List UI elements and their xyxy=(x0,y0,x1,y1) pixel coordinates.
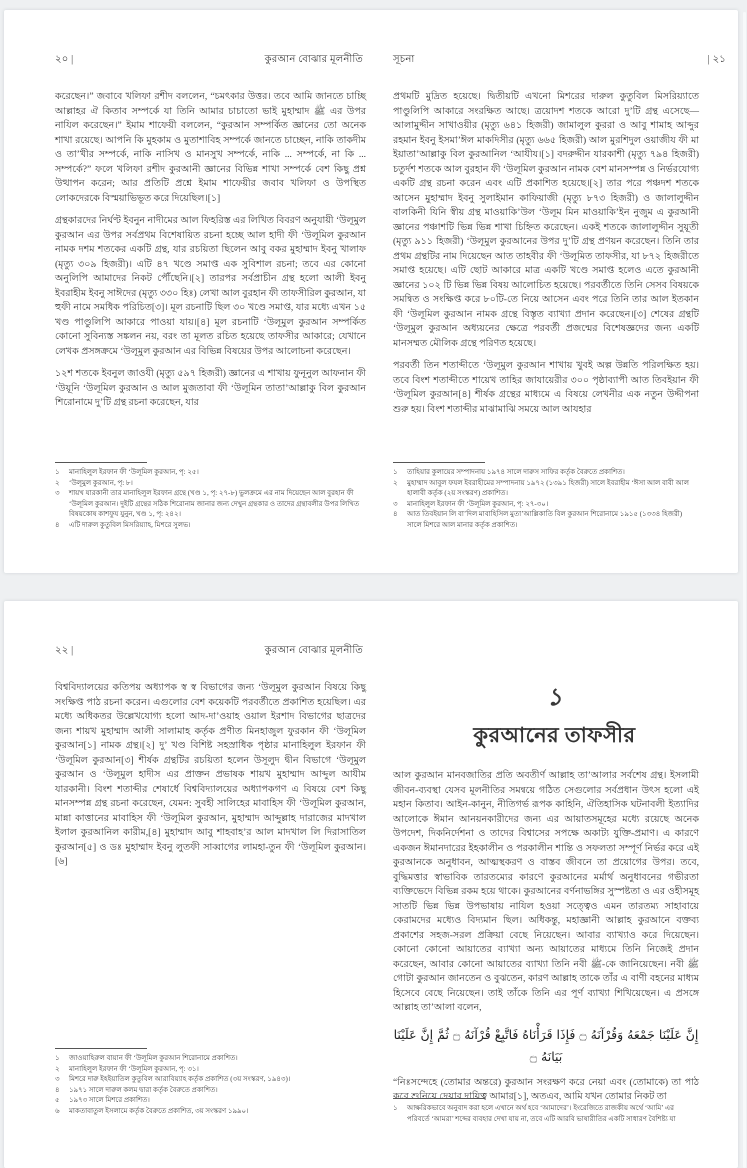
spread-pages-20-21[interactable] xyxy=(4,10,738,573)
footnote-item xyxy=(55,467,360,478)
footnote-number: ৫ xyxy=(55,1096,60,1104)
footnote-item xyxy=(393,478,693,499)
footnote-item xyxy=(55,488,360,520)
running-head: কুরআন বোঝার মূলনীতি xyxy=(264,645,363,656)
footnote-number: ১ xyxy=(55,1054,60,1062)
next-page-edge xyxy=(743,12,746,1168)
footnote-item xyxy=(55,478,360,489)
footnote-text: তাহিয়ার কুলায়ের সম্পাদনায় ১৯৭৪ সালে দারুস সাফির কর্তৃক বৈরুতে প্রকাশিত। xyxy=(407,468,625,476)
footnote-item xyxy=(55,520,360,531)
footnote-text: আত তিবইয়ান লি বা’দিল মাবাহিসিল মুতা’আল্লিকাতি বিল কুরআন শিরোনামে ১৯১৫ (১৩৩৪ হিজরী) সালে মিশরে আল মানার কর্তৃক প্রকাশিত। xyxy=(407,510,683,529)
page-header xyxy=(55,52,363,69)
body-paragraph: বিশ্ববিদ্যালয়ের কতিপয় অধ্যাপক স্ব স্ব বিভাগের জন্য ‘উলূমুল কুরআন বিষয়ে কিছু সংক্ষিপ্ত পাঠ রচনা করেন। এগুলোর বেশ কয়েকটি পরবর্তীতে প্রকাশিত হয়েছিল। এর মধ্যে অধিকতর উল্লেখযোগ্য হলো আদ-দা’ওয়াহ ওয়াল ইরশাদ বিভাগের ছাত্রদের জন্য শায়খ মুহাম্মাদ আলী সালামাহ কর্তৃক প্রণীত মিনহাজুল ফুরকান ফী ‘উলূমিল কুরআন[১] নামক গ্রন্থ।[২] দু’ খণ্ড বিশিষ্ট সহস্রাধিক পৃষ্ঠার মানাহিলুল ইরফান ফী ‘উলূমিল কুরআন[৩] শীর্ষক গ্রন্থটির রচয়িতা হলেন উসূলুদ দ্বীন বিভাগে ‘উলূমুল কুরআন ও ‘উলূমুল হাদীস এর প্রাক্তন প্রভাষক শায়খ মুহাম্মাদ আব্দুল আযীম যারকানী। বিংশ শতাব্দীর শেষার্ধে বিশ্ববিদ্যালয়ের অধ্যাপকগণ এ বিষয়ে বেশ কিছু মানসম্পন্ন গ্রন্থ রচনা করেছেন, যেমন: সুবহী সালিহের মাবাহিস ফী ‘উলূমিল কুরআন, মান্না কাত্তানের মাবাহিস ফী ‘উলূমিল কুরআন, মুহাম্মাদ আব্দুল্লাহ দারাজের মাদখাল ইলাল কুরআনিল কারীম,[৪] মুহাম্মাদ আবু শাহবাহ’র আল মাদখাল লি দিরাসাতিল কুরআন[৫] ও ডঃ মুহাম্মাদ ইবনু লুতফী সাব্বাগের লামহা-তুন ফী ‘উলূমিল কুরআন।[৬] xyxy=(55,683,366,867)
footnote-divider xyxy=(55,1048,147,1049)
footnote-item xyxy=(55,1064,360,1075)
footnote-item xyxy=(393,467,693,478)
footnote-number: ১ xyxy=(393,468,398,476)
footnotes xyxy=(393,462,693,530)
footnote-text: মানাহিলুল ইরফান ফী ‘উলূমিল কুরআন, পৃ: ২৫। xyxy=(69,468,199,476)
footnote-item xyxy=(55,1095,360,1106)
footnote-text: মাকতাবাতুল ইসলামে কর্তৃক বৈরুতে প্রকাশিত, ৩য় সংস্করণ ১৯৯০। xyxy=(69,1106,249,1115)
body-paragraph: গ্রন্থকারদের নির্ঘণ্ট ইবনুন নাদীমের আল ফিহরিস্ত এর লিখিত বিবরণ অনুযায়ী ‘উলূমুল কুরআন এর উপর সর্বপ্রথম বিশেষায়িত রচনা হচ্ছে আল হাদী ফী ‘উলূমিল কুরআন নামক দশম শতকের একটি গ্রন্থ, যার রচয়িতা ছিলেন আবু বকর মুহাম্মাদ ইবনু খালাফ (মৃত্যু ৩০৯ হিজরী)। এটি ৪৭ খণ্ডে সমাপ্ত এক সুবিশাল রচনা; তবে এর কোনো অনুলিপি আমাদের নিকট পৌঁছেনি।[২] তারপর সর্বপ্রাচীন গ্রন্থ হলো আলী ইবনু ইবরাহীম ইবনু সাঈদের (মৃত্যু ৩৩০ হিঃ) লেখা আল বুরহান ফী তাফসীরিল কুরআন, যা হুফী নামে সমধিক পরিচিত[৩]। মূল রচনাটি ছিল ৩০ খণ্ডে সমাপ্ত, যার মধ্যে এখন ১৫ খণ্ড পাণ্ডুলিপি আকারে পাওয়া যায়।[৪] মূল রচনাটি ‘উলূমুল কুরআন সম্পর্কিত কোনো সুবিন্যস্ত সঙ্কলন নয়, বরং তা মূলত রচিত হয়েছে তাফসীর আকারে; যেখানে লেখক প্রসঙ্গক্রমে ‘উলূমুল কুরআন এর বিভিন্ন বিষয়ের উপর আলোচনা করেছেন। xyxy=(55,216,366,357)
footnote-text: জাওয়াহিরুল বায়ান ফী ‘উলূমিল কুরআন শিরোনামে প্রকাশিত। xyxy=(69,1054,238,1062)
footnotes xyxy=(55,462,360,530)
body-paragraph: করেছেন।” জবাবে খলিফা রশীদ বললেন, “চমৎকার উত্তর। তবে আমি জানতে চাচ্ছি আল্লাহর ঐ কিতাব সম্পর্কে যা তিনি আমার চাচাতো ভাই মুহাম্মাদ ﷺ এর উপর নাযিল করেছেন।” ইমাম শাফেয়ী বললেন, “কুরআন সম্পর্কিত জ্ঞানের তো অনেক শাখা রয়েছে। আপনি কি মুহকাম ও মুতাশাবিহ সম্পর্কে জানতে চাচ্ছেন, নাকি তাকদীম ও তা’খীর সম্পর্কে, নাকি নাসিখ ও মানসুখ সম্পর্কে, নাকি ... সম্পর্কে, না কি ... সম্পর্কে?” ফলে খলিফা রশীদ কুরআনী জ্ঞানের বিভিন্ন শাখা সম্পর্কে বেশ কিছু প্রশ্ন উত্থাপন করেন; আর প্রতিটি প্রশ্নে ইমাম শাফেয়ীর জবাব খলিফা ও উপস্থিত লোকদেরকে বিস্ময়াভিভূত করে দিয়েছিল।[১] xyxy=(55,92,366,204)
body-paragraph: প্রথমটি মুদ্রিত হয়েছে। দ্বিতীয়টি এখনো মিশরের দারুল কুতুবিল মিসরিয়্যাতে পাণ্ডুলিপি আকারে সংরক্ষিত আছে। ত্রয়োদশ শতকে আরো দু’টি গ্রন্থ এসেছে— আলামুদ্দীন সাখাওয়ীর (মৃত্যু ৬৪১ হিজরী) জামালুল কুররা ও আবু শামাহ আব্দুর রহমান ইবনু ইসমা’ঈল মাকদিসীর (মৃত্যু ৬৬৫ হিজরী) আল মুরশিদুল ওয়াজীয ফী মা ইয়াতা’আল্লাকু বিল কুরআনিল ‘আযীয।[১] বদরুদ্দীন যারকাশী (মৃত্যু ৭৯৪ হিজরী) চতুর্দশ শতকে আল বুরহান ফী ‘উলূমিল কুরআন নামক বেশ মানসম্পন্ন ও নির্ভরযোগ্য একটি গ্রন্থ রচনা করেন এবং এটি প্রকাশিত হয়েছে।[২] তার পরে পঞ্চদশ শতকে আসেন মুহাম্মাদ ইবনু সুলাইমান কাফিয়াজী (মৃত্যু ৮৭৩ হিজরী) ও জালালুদ্দীন বালকিনী যিনি স্বীয় গ্রন্থ মাওয়াকি’উল ‘উলূম মিন মাওয়াকি’ইন নুজুম এ কুরআনী জ্ঞানের পঞ্চাশটি ভিন্ন ভিন্ন শাখা চিহ্নিত করেছেন। একই শতকে জালালুদ্দীন সুয়ূতী (মৃত্যু ৯১১ হিজরী) ‘উলূমুল কুরআনের উপর দু’টি গ্রন্থ প্রণয়ন করেছেন। তিনি তার প্রথম গ্রন্থটির নাম দিয়েছেন আত তাহবীর ফী ‘উলূমিত তাফসীর, যা ৮৭২ হিজরীতে সমাপ্ত হয়েছে। এটি ছোট আকারে মাত্র একটি খণ্ডে সমাপ্ত হলেও এতে কুরআনী জ্ঞানের ১০২ টি ভিন্ন ভিন্ন বিষয় আলোচিত হয়েছে। পরবর্তীতে তিনি সেসব বিষয়কে সমন্বিত ও সংক্ষিপ্ত করে ৮০টি-তে নিয়ে আসেন এবং পরে তিনি তার আল ইতকান ফী ‘উলূমিল কুরআন নামক গ্রন্থে বিস্তৃত ব্যাখ্যা প্রদান করেছেন।[৩] শেষের গ্রন্থটি ‘উলূমুল কুরআন অধ্যয়নের ক্ষেত্রে পরবর্তী প্রজন্মের বিশেষজ্ঞদের জন্য একটি মানসম্মত মৌলিক গ্রন্থে পরিণত হয়েছে। xyxy=(393,92,699,349)
background-top-strip xyxy=(0,0,747,10)
page-number: ২০ | xyxy=(55,54,74,65)
running-head: সূচনা xyxy=(393,54,415,65)
footnote-divider xyxy=(55,462,147,463)
footnote-text: মুহাম্মাদ আবুল ফযল ইবরাহীমের সম্পাদনায় ১৯৭২ (১৩৯১ হিজরী) সালে ইবরাহীম ‘ঈসা আল বাবী আল হালাবী কর্তৃক (২য় সংস্করণ) প্রকাশিত। xyxy=(407,478,689,497)
footnotes xyxy=(55,1048,360,1116)
verse-translation: “নিঃসন্দেহে (তোমার অন্তরে) কুরআন সংরক্ষণ করে নেয়া এবং (তোমাকে) তা পাঠ করে শুনিয়ে দেয়ার দায়িত্ব আমার[১], অতএব, আমি যখন তোমার নিকট তা xyxy=(393,1077,699,1102)
footnote-item xyxy=(55,1085,360,1096)
footnote-number: ১ xyxy=(393,1104,398,1112)
footnote-item xyxy=(55,1106,360,1117)
footnote-item xyxy=(55,1053,360,1064)
footnote-number: ২ xyxy=(55,1064,60,1073)
chapter-number: ১ xyxy=(546,685,563,711)
page-number: | ২১ xyxy=(707,54,726,65)
footnote-text: ১৯৭১ সালে দারুল কলম দ্বারা কর্তৃক বৈরুতে প্রকাশিত। xyxy=(69,1085,218,1094)
page-header xyxy=(393,52,726,69)
chapter-opening-page xyxy=(371,601,738,1168)
running-head: কুরআন বোঝার মূলনীতি xyxy=(264,54,363,65)
footnote-item xyxy=(393,1103,693,1124)
page-body xyxy=(55,90,366,411)
footnote-number: ২ xyxy=(393,478,398,487)
footnote-item xyxy=(55,1074,360,1085)
chapter-title: কুরআনের তাফসীর xyxy=(473,723,636,747)
footnote-number: ৪ xyxy=(393,510,398,518)
footnote-number: ৬ xyxy=(55,1106,60,1115)
footnote-item xyxy=(393,499,693,510)
footnote-number: ১ xyxy=(55,468,60,476)
page-number: ২২ | xyxy=(55,645,74,656)
footnote-text: আক্ষরিকভাবে অনুবাদ করা হলে এখানে অর্থ হবে ‘আমাদের’। ইংরেজিতে রাজকীয় অর্থে ‘আমি’ এর পরিবর্তে ‘আমরা’ শব্দের ব্যবহার দেখা যায় না, তবে এটি আরবি ভাষারীতির একটি সাধারণ বৈশিষ্ট্য যা xyxy=(407,1104,676,1123)
body-paragraph: ১২শ শতকে ইবনুল জাওযী (মৃত্যু ৫৯৭ হিজরী) জ্ঞানের এ শাখায় ফুনূনুল আফনান ফী ‘উয়ূনি ‘উলূমিল কুরআন ও আল মুজতাবা ফী ‘উলূমিন তাতা’আল্লাকু বিল কুরআন শিরোনামে দু’টি গ্রন্থ রচনা করেছেন, যার xyxy=(55,369,366,408)
footnote-divider xyxy=(393,462,485,463)
page-20 xyxy=(4,10,371,573)
footnote-number: ৩ xyxy=(55,1075,60,1083)
footnote-item xyxy=(393,509,693,530)
footnote-number: ৪ xyxy=(55,1085,60,1094)
footnote-text: মানাহিলুল ইরফান ফী ‘উলূমিল কুরআন, পৃ: ২৭-৩০। xyxy=(407,499,549,508)
footnote-text: শায়খ যারকানী তার মানাহিলুল ইরফান গ্রন্থে (খণ্ড ১, পৃ: ২৭-৮) ভুলক্রমে এর নাম দিয়েছেন আল বুরহান ফী ‘উলূমিল কুরআন। দুইটি গ্রন্থের সঠিক শিরোনাম জানার জন্য দেখুন গ্রন্থকার ও তাদের গ্রন্থাবলীর উপর লিখিত বিষয়কোষ কাশফুয যুনুন, খণ্ড ১, পৃ: ২৪২। xyxy=(69,489,360,518)
body-paragraph: পরবর্তী তিন শতাব্দীতে ‘উলূমুল কুরআন শাখায় খুবই অল্প উন্নতি পরিলক্ষিত হয়। তবে বিংশ শতাব্দীতে শায়েখ তাহির জাযায়েরীর ৩০০ পৃষ্ঠাব্যাপী আত তিবইয়ান ফী ‘উলূমিল কুরআন[৪] শীর্ষক গ্রন্থের মাধ্যমে এ বিষয়ে লেখনীর এক নতুন উদ্দীপনা শুরু হয়। বিংশ শতাব্দীর মাঝামাঝি সময়ে আল আযহার xyxy=(393,361,699,415)
footnote-text: ১৯৭৩ সালে মিশরে প্রকাশিত। xyxy=(69,1096,150,1104)
footnote-text: মানাহিলুল ইরফান ফী ‘উলূমিল কুরআন, পৃ: ৩১। xyxy=(69,1064,199,1073)
page-22 xyxy=(4,601,371,1168)
footnote-number: ৩ xyxy=(55,489,60,497)
body-paragraph: আল কুরআন মানবজাতির প্রতি অবতীর্ণ আল্লাহ তা’আলার সর্বশেষ গ্রন্থ। ইসলামী জীবন-ব্যবস্থা যেসব মূলনীতির সমন্বয়ে গঠিত সেগুলোর সর্বপ্রধান উৎস হলো এই মহান কিতাব। আইন-কানুন, নীতিগর্ভ রূপক কাহিনি, ঐতিহাসিক ঘটনাবলী ইত্যাদির আলোকে ঈমান আনয়নকারীদের জন্য এর আয়াতসমূহের মধ্যে রয়েছে অনেক উপদেশ, দিকনির্দেশনা ও তাদের বিশ্বাসের সপক্ষে অকাট্য যুক্তি-প্রমাণ। এ কারণে একজন ঈমানদারের ইহকালীন ও পরকালীন শান্তি ও সফলতা সম্পূর্ণ নির্ভর করে এই কুরআনকে অনুধাবন, আত্মস্থকরণ ও বাস্তব জীবনে তা প্রয়োগের উপর। তবে, বুদ্ধিমত্তার স্বাভাবিক তারতম্যের কারণে কুরআনের মর্মার্থ অনুধাবনের গভীরতা ব্যক্তিভেদে বিভিন্ন রকম হয়ে থাকে। কুরআনের বর্ণনাভঙ্গির সুস্পষ্টতা ও এর ওহীসমূহ সাতটি ভিন্ন ভিন্ন উপভাষায় নাযিল হওয়া সত্ত্বেও এমন তারতম্য সাহাবায়ে কেরামদের মধ্যেও বিদ্যমান ছিল। অধিকন্তু, মহাজ্ঞানী আল্লাহ কুরআনে বক্তব্য প্রকাশের সহজ-সরল প্রক্রিয়া বেছে নিয়েছেন। আবার ব্যাখ্যাও করে দিয়েছেন। কোনো কোনো আয়াতের ব্যাখ্যা অন্য আয়াতের মাধ্যমে তিনি নিজেই প্রদান করেছেন, আবার কোনো আয়াতের ব্যাখ্যা তিনি নবী ﷺ-কে জানিয়েছেন। নবী ﷺ গোটা কুরআন জানতেন ও বুঝতেন, কারণ আল্লাহ তাকে তাঁর এ বাণী বহনের মাধ্যম হিসেবে বেছে নিয়েছেন। তাই তাঁকে তিনি এর পূর্ণ ব্যাখ্যা শিখিয়েছেন। এ প্রসঙ্গে আল্লাহ তা’আলা বলেন, xyxy=(393,771,699,1013)
footnote-text: ‘উলূমুল কুরআন, পৃ: ৮। xyxy=(69,478,133,487)
footnote-text: এটি দারুল কুতুবিল মিসরিয়্যাহ, মিশরে সুলভ। xyxy=(69,520,191,529)
page-body xyxy=(393,769,699,1105)
page-21 xyxy=(371,10,738,573)
footnote-number: ৩ xyxy=(393,499,398,508)
footnote-text: মিশরে দারু ইহইয়াতিল কুতুবিল আরাবিয়্যাহ কর্তৃক প্রকাশিত (৩য় সংস্করণ, ১৯৪৩)। xyxy=(69,1075,291,1083)
page-body xyxy=(55,681,366,870)
page-body xyxy=(393,90,699,417)
footnote-divider xyxy=(393,1098,485,1099)
page-header xyxy=(55,643,363,660)
footnote-number: ৪ xyxy=(55,520,60,529)
footnotes xyxy=(393,1098,693,1124)
arabic-verse: إِنَّ عَلَيْنَا جَمْعَهُ وَقُرْآنَهُ ۝ فَإِذَا قَرَأْنَاهُ فَاتَّبِعْ قُرْآنَهُ ۝ ثُمَّ إِنَّ عَلَيْنَا بَيَانَهُ ۝ xyxy=(393,1026,699,1064)
footnote-number: ২ xyxy=(55,478,60,487)
spread-pages-22-23[interactable] xyxy=(4,601,738,1168)
